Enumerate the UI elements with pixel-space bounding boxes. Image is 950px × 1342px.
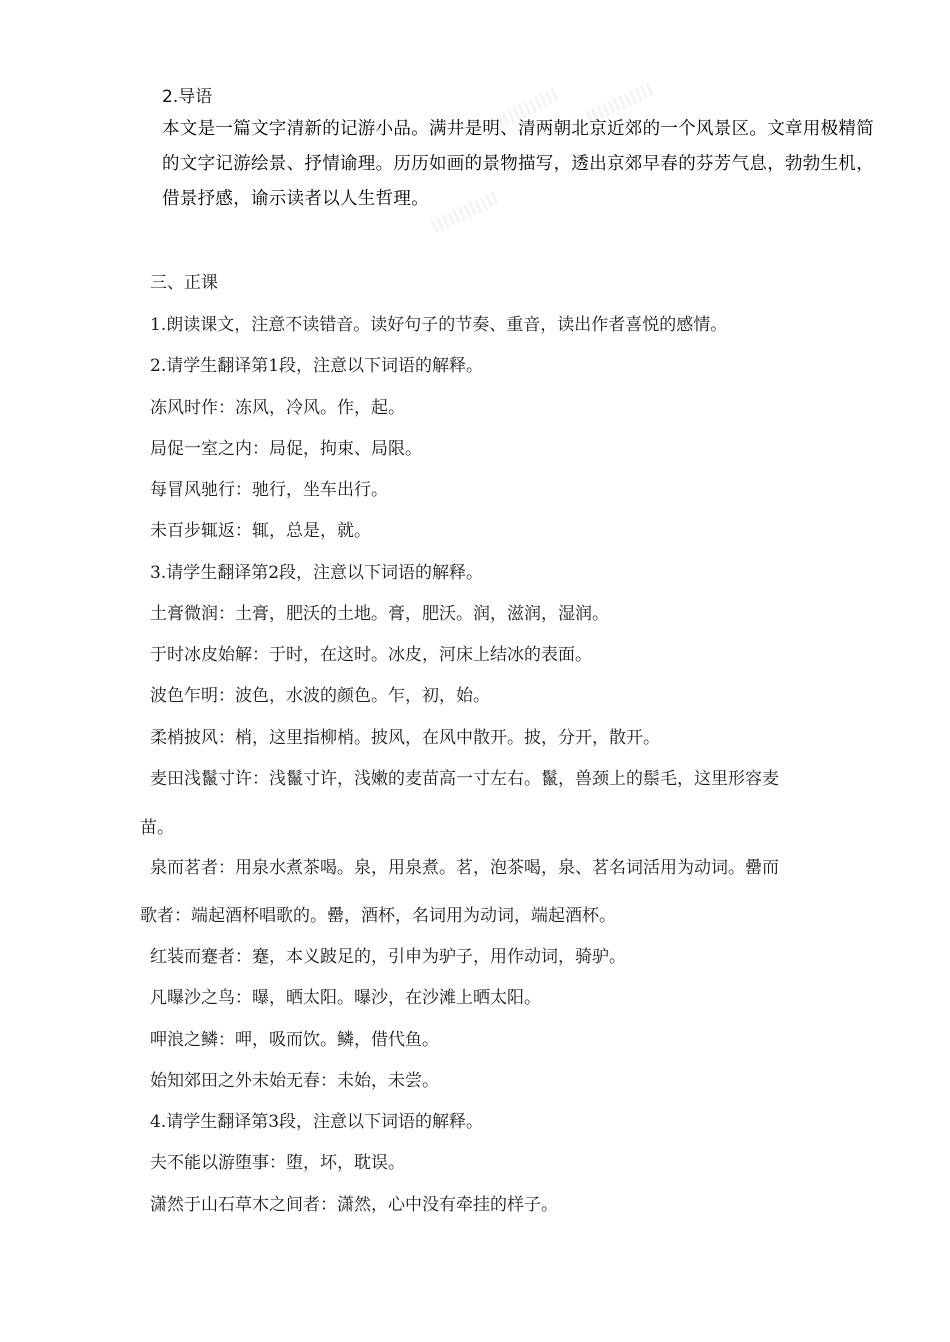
text-line: 麦田浅鬣寸许：浅鬣寸许，浅嫩的麦苗高一寸左右。鬣，兽颈上的鬃毛，这里形容麦 [150,769,779,789]
text-line: 土膏微润：土膏，肥沃的土地。膏，肥沃。润，滋润，湿润。 [150,604,609,624]
text-line: 潇然于山石草木之间者：潇然，心中没有牵挂的样子。 [150,1195,558,1215]
text-line: 4.请学生翻译第3段，注意以下词语的解释。 [150,1112,484,1132]
text-line: 每冒风驰行：驰行，坐车出行。 [150,480,388,500]
text-line: 波色乍明：波色，水波的颜色。乍，初，始。 [150,686,490,706]
text-line: 夫不能以游堕事：堕，坏，耽误。 [150,1153,405,1173]
text-line: 呷浪之鳞：呷，吸而饮。鳞，借代鱼。 [150,1030,439,1050]
text-line: 2.请学生翻译第1段，注意以下词语的解释。 [150,356,484,376]
section-title: 三、正课 [150,273,218,293]
text-line: 1.朗读课文，注意不读错音。读好句子的节奏、重音，读出作者喜悦的感情。 [150,315,728,335]
text-line: 柔梢披风：梢，这里指柳梢。披风，在风中散开。披，分开，散开。 [150,728,660,748]
text-line: 冻风时作：冻风，冷风。作，起。 [150,398,405,418]
text-line: 3.请学生翻译第2段，注意以下词语的解释。 [150,563,484,583]
text-line: 凡曝沙之鸟：曝，晒太阳。曝沙，在沙滩上晒太阳。 [150,988,541,1008]
text-line: 始知郊田之外未始无春：未始，未尝。 [150,1071,439,1091]
text-line: 歌者：端起酒杯唱歌的。罍，酒杯，名词用为动词，端起酒杯。 [140,906,616,926]
text-line: 泉而茗者：用泉水煮茶喝。泉，用泉煮。茗，泡茶喝，泉、茗名词活用为动词。罍而 [150,858,779,878]
text-line: 红装而蹇者：蹇，本义跛足的，引申为驴子，用作动词，骑驴。 [150,947,626,967]
text-line: 未百步辄返：辄，总是，就。 [150,521,371,541]
text-line: 于时冰皮始解：于时，在这时。冰皮，河床上结冰的表面。 [150,645,592,665]
text-line: 局促一室之内：局促，拘束、局限。 [150,439,422,459]
intro-heading: 2.导语 [162,87,213,107]
text-line: 苗。 [140,818,174,838]
intro-paragraph: 本文是一篇文字清新的记游小品。满井是明、清两朝北京近郊的一个风景区。文章用极精简的文字记游绘景、抒情谕理。历历如画的景物描写，透出京郊早春的芬芳气息，勃勃生机，借景抒感，谕示读者以人生哲理。 [162,119,874,209]
